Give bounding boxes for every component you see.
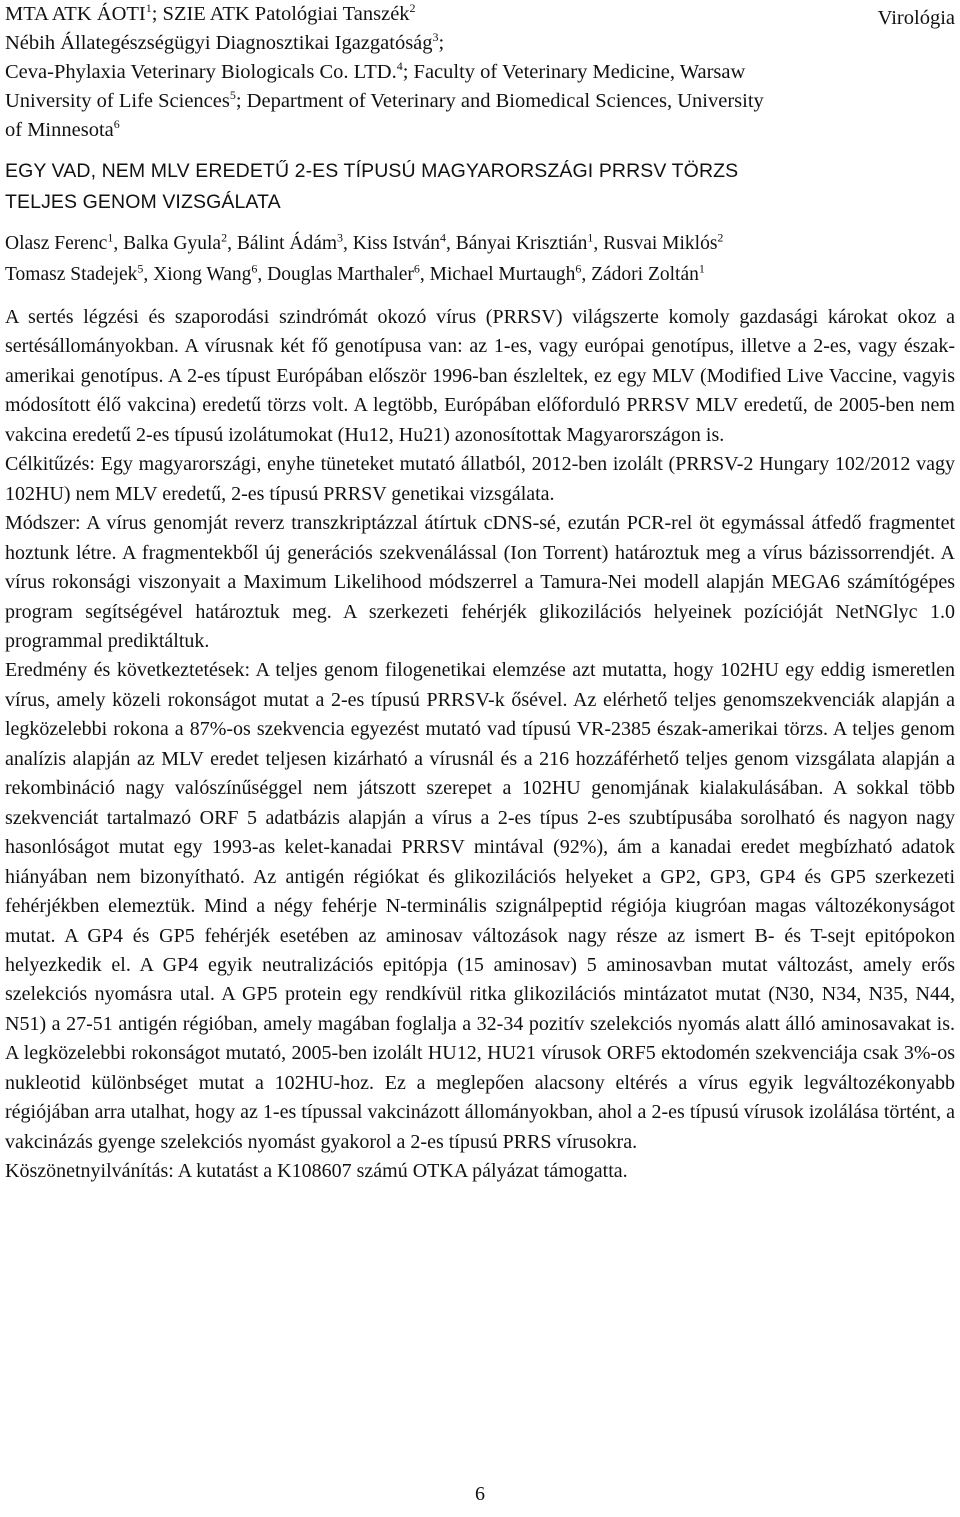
author-sep: , bbox=[593, 233, 604, 254]
author-sup: 6 bbox=[575, 261, 582, 276]
author-sup: 1 bbox=[587, 230, 594, 245]
affiliation-sup: 3 bbox=[432, 30, 439, 45]
affiliation-line-2 bbox=[5, 29, 955, 58]
affiliation-sup: 1 bbox=[145, 1, 152, 16]
author-sup: 6 bbox=[251, 261, 258, 276]
author-sep: , bbox=[419, 264, 430, 285]
author-sep: , bbox=[113, 233, 124, 254]
author-name: Bányai Krisztián bbox=[455, 233, 588, 254]
author-name: Xiong Wang bbox=[153, 264, 252, 285]
author-name: Douglas Marthaler bbox=[267, 264, 414, 285]
abstract-results: Eredmény és következtetések: A teljes genom filogenetikai elemzése azt mutatta, hogy 102HU egy eddig ismeretlen vírus, amely közeli rokonságot mutat a 2-es típusú PRRSV-k ősével. Az elérhető teljes genomszekvenciák alapján a legközelebbi rokona a 87%-os szekvencia egyezést mutató vad típusú VR-2385 észak-amerikai törzs. A teljes genom analízis alapján az MLV eredet teljesen kizárható a vírusnál és a 216 hozzáférhető teljes genom vizsgálata alapján a rekombináció nagy valószínűséggel nem játszott szerepet a 102HU genomjának kialakulásában. A sokkal több szekvenciát tartalmazó ORF 5 adatbázis alapján a vírus a 2-es típus 2-es szubtípusába sorolható és nagyon nagy hasonlóságot mutat egy 1993-as kelet-kanadai PRRSV mintával (92%), ám a kanadai eredet megbízható adatok hiányában nem bizonyítható. Az antigén régiókat és glikozilációs helyeket a GP2, GP3, GP4 és GP5 szerkezeti fehérjékben elemeztük. Mind a négy fehérje N-terminális szignálpeptid régiója kiugróan magas változékonyságot mutat. A GP4 és GP5 fehérjék esetében az aminosav változások nagy része az ismert B- és T-sejt epitópokon helyezkedik el. A GP4 egyik neutralizációs epitópja (15 aminosav) 5 aminosavban mutat változást, amely erős szelekciós nyomásra utal. A GP5 protein egy rendkívül ritka glikozilációs mintázatot mutat (N30, N34, N35, N44, N51) a 27-51 antigén régióban, amely magában foglalja a 32-34 pozitív szelekciós nyomás alatt álló aminosavakat is. A legközelebbi rokonságot mutató, 2005-ben izolált HU12, HU21 vírusok ORF5 ektodomén szekvenciája csak 3%-os nukleotid különbséget mutat a 102HU-hoz. Ez a meglepően alacsony eltérés a vírus egyik legváltozékonyabb régiójában arra utalhat, hogy az 1-es típussal vakcinázott állományokban, ahol a 2-es típusú vírusok izolálása történt, a vakcinázás gyenge szelekciós nyomást gyakorol a 2-es típusú PRRS vírusokra. bbox=[5, 659, 955, 1153]
affiliations-header bbox=[5, 0, 955, 145]
document-page bbox=[5, 0, 955, 1187]
author-sup: 2 bbox=[717, 230, 724, 245]
author-name: Balka Gyula bbox=[123, 233, 222, 254]
author-sup: 4 bbox=[440, 230, 447, 245]
author-name: Rusvai Miklós bbox=[603, 233, 718, 254]
paper-title bbox=[5, 156, 955, 218]
author-sep: , bbox=[257, 264, 268, 285]
abstract-body bbox=[5, 303, 955, 1187]
title-line: EGY VAD, NEM MLV EREDETŰ 2-ES TÍPUSÚ MAGYARORSZÁGI PRRSV TÖRZS bbox=[5, 160, 739, 182]
author-sep: , bbox=[581, 264, 592, 285]
affiliation-sup: 4 bbox=[396, 59, 403, 74]
author-sup: 1 bbox=[698, 261, 705, 276]
page-number: 6 bbox=[475, 1483, 485, 1505]
affiliation-sup: 2 bbox=[409, 1, 416, 16]
affiliation-line-1 bbox=[5, 0, 955, 29]
author-name: Olasz Ferenc bbox=[5, 233, 108, 254]
affiliation-text: ; SZIE ATK Patológiai Tanszék bbox=[151, 3, 410, 25]
affiliation-text: of Minnesota bbox=[5, 119, 114, 141]
author-sep: , bbox=[343, 233, 353, 254]
affiliation-text: MTA ATK ÁOTI bbox=[5, 3, 146, 25]
author-name: Bálint Ádám bbox=[236, 233, 338, 254]
abstract-aim: Célkitűzés: Egy magyarországi, enyhe tüneteket mutató állatból, 2012-ben izolált (PRRSV-2 Hungary 102/2012 vagy 102HU) nem MLV eredetű, 2-es típusú PRRSV genetikai vizsgálata. bbox=[5, 453, 955, 505]
author-name: Tomasz Stadejek bbox=[5, 264, 138, 285]
affiliation-text: ; bbox=[438, 32, 445, 54]
affiliation-sup: 6 bbox=[113, 117, 120, 132]
author-sup: 1 bbox=[107, 230, 114, 245]
affiliation-sup: 5 bbox=[229, 88, 236, 103]
author-name: Kiss István bbox=[352, 233, 441, 254]
author-sup: 2 bbox=[221, 230, 228, 245]
author-sup: 6 bbox=[413, 261, 420, 276]
title-line: TELJES GENOM VIZSGÁLATA bbox=[5, 191, 281, 213]
affiliation-line-5 bbox=[5, 116, 955, 145]
affiliation-line-3 bbox=[5, 58, 955, 87]
affiliation-text: Nébih Állategészségügyi Diagnosztikai Igazgatóság bbox=[5, 32, 433, 54]
author-name: Zádori Zoltán bbox=[591, 264, 699, 285]
author-sup: 3 bbox=[337, 230, 344, 245]
category-label: Virológia bbox=[877, 7, 955, 29]
author-sep: , bbox=[227, 233, 237, 254]
acknowledgement: Köszönetnyilvánítás: A kutatást a K108607 számú OTKA pályázat támogatta. bbox=[5, 1160, 628, 1183]
author-list bbox=[5, 228, 955, 290]
author-sep: , bbox=[143, 264, 154, 285]
author-sep: , bbox=[446, 233, 456, 254]
affiliation-text: ; Faculty of Veterinary Medicine, Warsaw bbox=[402, 61, 746, 83]
author-line-2 bbox=[5, 259, 955, 290]
affiliation-text: Ceva-Phylaxia Veterinary Biologicals Co. LTD. bbox=[5, 61, 397, 83]
author-sup: 5 bbox=[137, 261, 144, 276]
abstract-method: Módszer: A vírus genomját reverz transzkriptázzal átírtuk cDNS-sé, ezután PCR-rel öt egymással átfedő fragmentet hoztunk létre. A fragmentekből új generációs szekvenálással (Ion Torrent) határoztuk meg a vírus bázissorrendjét. A vírus rokonsági viszonyait a Maximum Likelihood módszerrel a Tamura-Nei modell alapján MEGA6 számítógépes program segítségével határoztuk meg. A szerkezeti fehérjék glikozilációs helyeinek pozícióját NetNGlyc 1.0 programmal prediktáltuk. bbox=[5, 512, 955, 652]
author-name: Michael Murtaugh bbox=[429, 264, 576, 285]
affiliation-text: ; Department of Veterinary and Biomedical Sciences, University bbox=[235, 90, 764, 112]
abstract-intro: A sertés légzési és szaporodási szindrómát okozó vírus (PRRSV) világszerte komoly gazdasági károkat okoz a sertésállományokban. A vírusnak két fő genotípusa van: az 1-es, vagy európai genotípus, illetve a 2-es, vagy észak-amerikai genotípus. A 2-es típust Európában először 1996-ban észleltek, ez egy MLV (Modified Live Vaccine, vagyis módosított élő vakcina) eredetű törzs volt. A legtöbb, Európában előforduló PRRSV MLV eredetű, de 2005-ben nem vakcina eredetű 2-es típusú izolátumokat (Hu12, Hu21) azonosítottak Magyarországon is. bbox=[5, 306, 955, 446]
affiliation-line-4 bbox=[5, 87, 955, 116]
author-line-1 bbox=[5, 228, 955, 259]
affiliation-text: University of Life Sciences bbox=[5, 90, 230, 112]
